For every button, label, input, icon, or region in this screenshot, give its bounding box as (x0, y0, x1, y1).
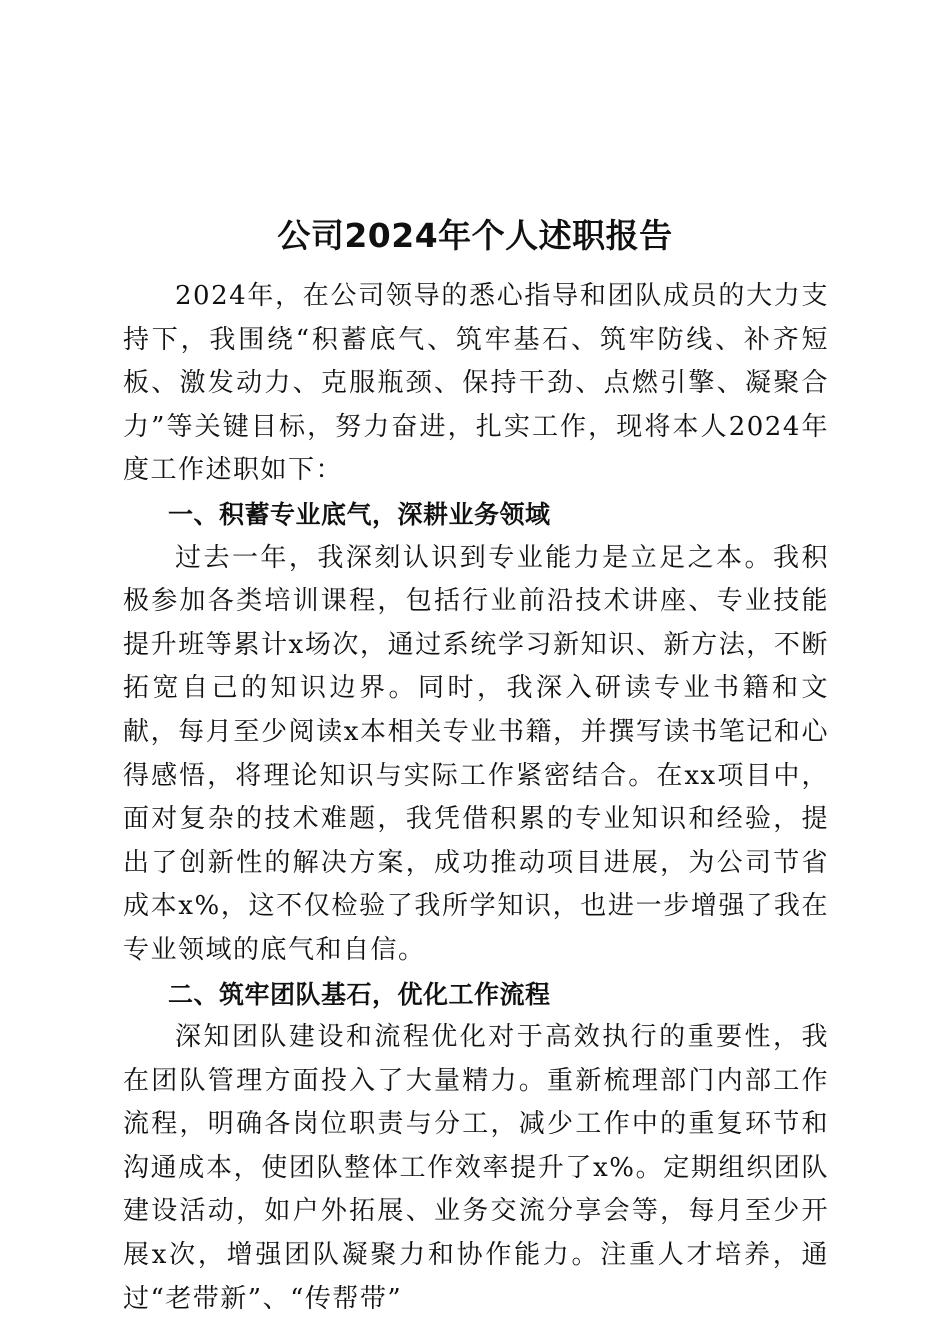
section-paragraph-1: 过去一年，我深刻认识到专业能力是立足之本。我积极参加各类培训课程，包括行业前沿技术讲座、专业技能提升班等累计x场次，通过系统学习新知识、新方法，不断拓宽自己的知识边界。同时，我深入研读专业书籍和文献，每月至少阅读x本相关专业书籍，并撰写读书笔记和心得感悟，将理论知识与实际工作紧密结合。在xx项目中，面对复杂的技术难题，我凭借积累的专业知识和经验，提出了创新性的解决方案，成功推动项目进展，为公司节省成本x%，这不仅检验了我所学知识，也进一步增强了我在专业领域的底气和自信。 (123, 542, 829, 965)
section-heading-2: 二、筑牢团队基石，优化工作流程 (168, 979, 551, 1009)
document-title: 公司2024年个人述职报告 (277, 216, 673, 255)
document-body (123, 275, 829, 1321)
section-paragraph-2: 深知团队建设和流程优化对于高效执行的重要性，我在团队管理方面投入了大量精力。重新梳理部门内部工作流程，明确各岗位职责与分工，减少工作中的重复环节和沟通成本，使团队整体工作效率提升了x%。定期组织团队建设活动，如户外拓展、业务交流分享会等，每月至少开展x次，增强团队凝聚力和协作能力。注重人才培养，通过“老带新”、“传帮带” (123, 1022, 829, 1314)
intro-paragraph: 2024年，在公司领导的悉心指导和团队成员的大力支持下，我围绕“积蓄底气、筑牢基石、筑牢防线、补齐短板、激发动力、克服瓶颈、保持干劲、点燃引擎、凝聚合力”等关键目标，努力奋进，扎实工作，现将本人2024年度工作述职如下： (123, 281, 829, 486)
section-heading-1: 一、积蓄专业底气，深耕业务领域 (168, 499, 551, 529)
